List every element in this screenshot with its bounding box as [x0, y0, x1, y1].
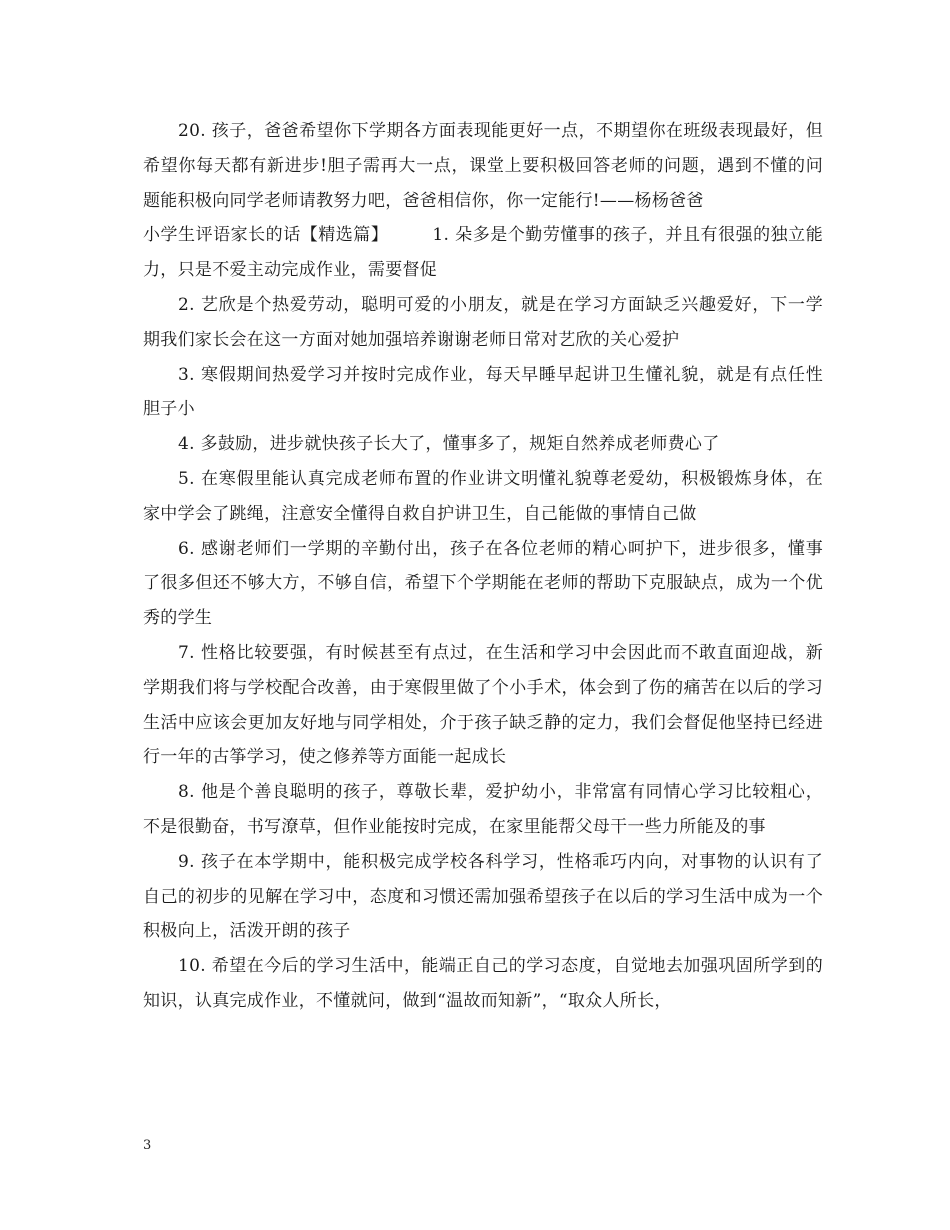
- paragraph-8: 8. 他是个善良聪明的孩子，尊敬长辈，爱护幼小，非常富有同情心学习比较粗心，不是很勤奋，书写潦草，但作业能按时完成，在家里能帮父母干一些力所能及的事: [143, 782, 823, 837]
- paragraph-2: 2. 艺欣是个热爱劳动，聪明可爱的小朋友，就是在学习方面缺乏兴趣爱好，下一学期我们家长会在这一方面对她加强培养谢谢老师日常对艺欣的关心爱护: [143, 294, 823, 350]
- page-number: 3: [143, 1138, 152, 1153]
- paragraph-3: 3. 寒假期间热爱学习并按时完成作业，每天早睡早起讲卫生懂礼貌，就是有点任性胆子小: [143, 364, 823, 420]
- paragraph-6: 6. 感谢老师们一学期的辛勤付出，孩子在各位老师的精心呵护下，进步很多，懂事了很多但还不够大方，不够自信，希望下个学期能在老师的帮助下克服缺点，成为一个优秀的学生: [143, 538, 823, 629]
- section-intro-paragraph: 小学生评语家长的话【精选篇】 1. 朵多是个勤劳懂事的孩子，并且有很强的独立能力，只是不爱主动完成作业，需要督促: [143, 225, 823, 281]
- paragraph-4: 4. 多鼓励，进步就快孩子长大了，懂事多了，规矩自然养成老师费心了: [178, 434, 720, 455]
- paragraph-20: 20. 孩子，爸爸希望你下学期各方面表现能更好一点，不期望你在班级表现最好，但希望你每天都有新进步!胆子需再大一点，课堂上要积极回答老师的问题，遇到不懂的问题能积极向同学老师请教努力吧，爸爸相信你，你一定能行!——杨杨爸爸: [143, 121, 823, 211]
- paragraph-10: 10. 希望在今后的学习生活中，能端正自己的学习态度，自觉地去加强巩固所学到的知识，认真完成作业，不懂就问，做到“温故而知新”，“取众人所长，: [143, 956, 823, 1011]
- paragraph-5: 5. 在寒假里能认真完成老师布置的作业讲文明懂礼貌尊老爱幼，积极锻炼身体，在家中学会了跳绳，注意安全懂得自救自护讲卫生，自己能做的事情自己做: [143, 468, 823, 524]
- paragraph-7: 7. 性格比较要强，有时候甚至有点过，在生活和学习中会因此而不敢直面迎战，新学期我们将与学校配合改善，由于寒假里做了个小手术，体会到了伤的痛苦在以后的学习生活中应该会更加友好地与同学相处，介于孩子缺乏静的定力，我们会督促他坚持已经进行一年的古筝学习，使之修养等方面能一起成长: [143, 642, 823, 768]
- page-content: [143, 114, 823, 1019]
- paragraph-9: 9. 孩子在本学期中，能积极完成学校各科学习，性格乖巧内向，对事物的认识有了自己的初步的见解在学习中，态度和习惯还需加强希望孩子在以后的学习生活中成为一个积极向上，活泼开朗的孩子: [143, 851, 823, 942]
